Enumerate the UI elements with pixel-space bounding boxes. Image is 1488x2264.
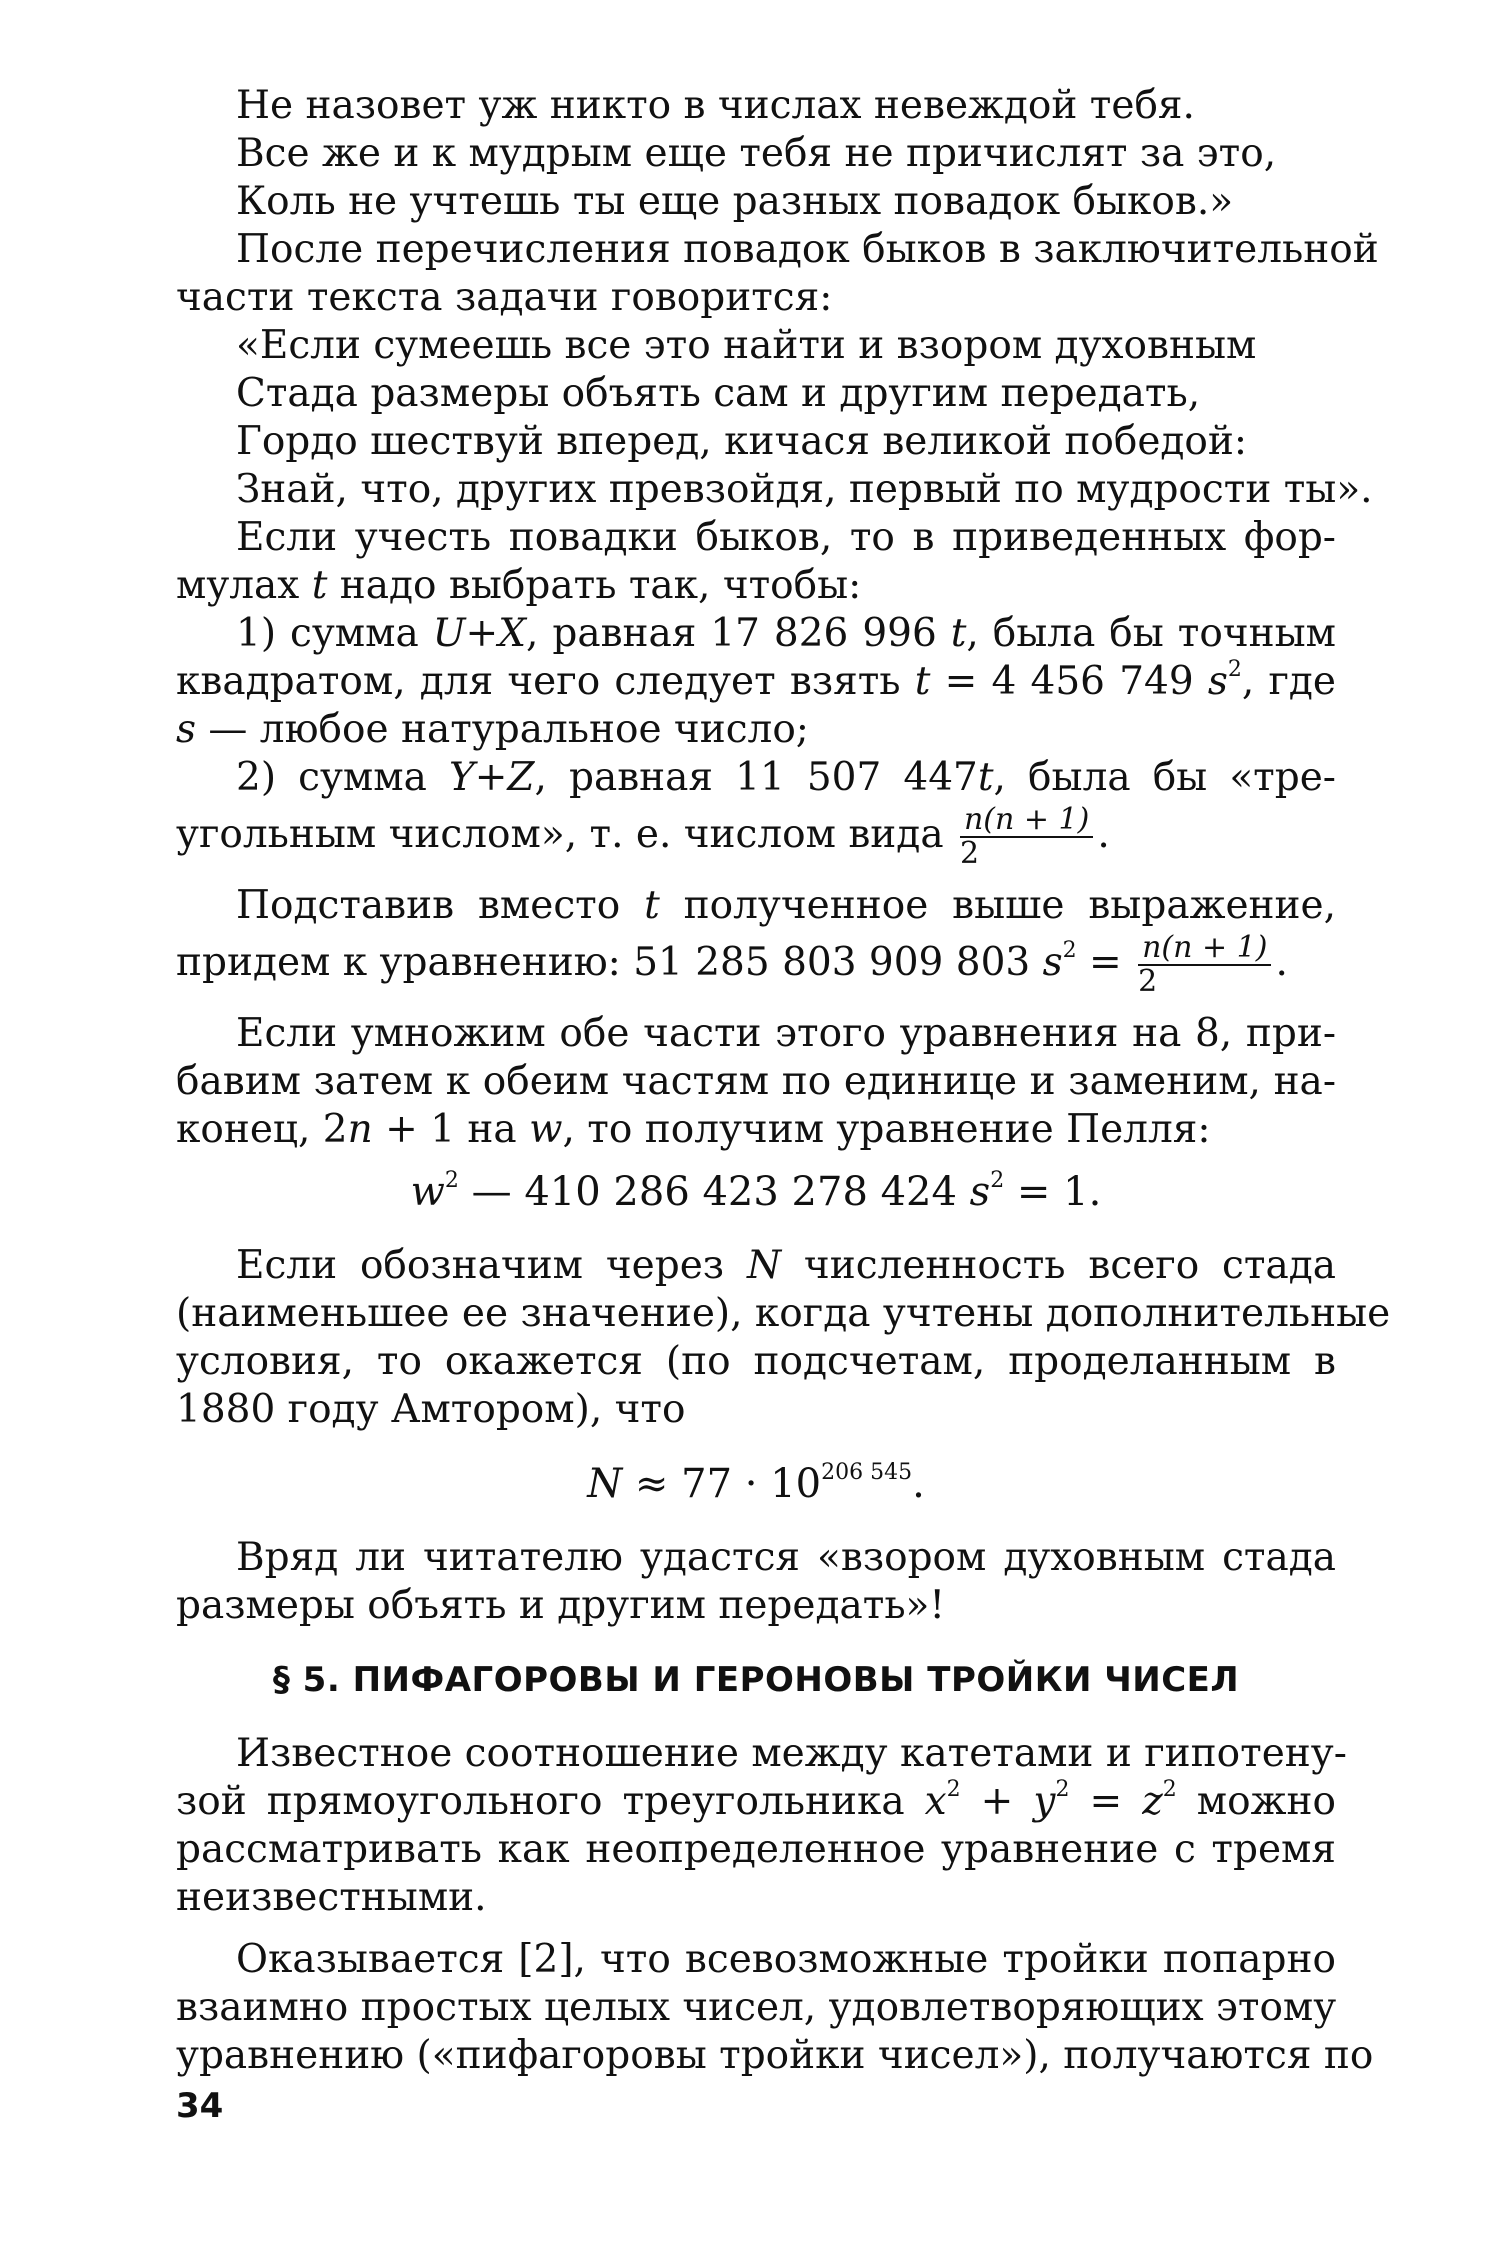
text-span: бавим затем к обеим частям по единице и заменим, на-: [176, 1059, 1336, 1104]
text-span: Известное соотношение между катетами и гипотену-: [236, 1731, 1347, 1776]
math-op: +: [960, 1779, 1034, 1824]
math-var: Y: [448, 755, 475, 800]
math-var: x: [924, 1779, 947, 1824]
fraction: [960, 804, 1093, 870]
paragraph-line: [176, 1984, 1336, 2032]
verse-line-5: [176, 370, 1336, 418]
text-span: = 1.: [1004, 1169, 1102, 1215]
math-var: w: [410, 1169, 445, 1215]
paragraph-line: [176, 562, 1336, 610]
text-span: условия, то окажется (по подсчетам, проделанным в: [176, 1339, 1336, 1384]
text-span: зой прямоугольного треугольника: [176, 1779, 925, 1824]
text-span: 1) сумма: [236, 611, 433, 656]
condition-2-line: [176, 754, 1336, 802]
exponent: 2: [1062, 938, 1077, 963]
condition-1-line: [176, 610, 1336, 658]
text-span: Если обозначим через: [236, 1243, 747, 1288]
exponent: 2: [1055, 1777, 1070, 1802]
verse-line-1: [176, 82, 1336, 130]
text-span: , где: [1241, 659, 1336, 704]
paragraph-line: [176, 1338, 1336, 1386]
math-var: N: [587, 1461, 623, 1507]
text-span: , была бы точным: [966, 611, 1336, 656]
text-span: угольным числом», т. е. числом вида: [176, 812, 956, 857]
text-span: мулах: [176, 563, 312, 608]
fraction-numerator: n(n + 1): [1138, 932, 1271, 966]
text-span: Подставив вместо: [236, 883, 645, 928]
paragraph-line: [176, 1534, 1336, 1582]
paragraph-line: [176, 930, 1336, 999]
text-span: части текста задачи говорится:: [176, 275, 833, 320]
math-var: s: [969, 1169, 991, 1215]
page-number: 34: [176, 2086, 224, 2126]
paragraph-line: [176, 1874, 1336, 1922]
math-var: t: [644, 883, 660, 928]
math-var: t: [950, 611, 967, 656]
text-span: После перечисления повадок быков в заключительной: [236, 227, 1379, 272]
math-var: t: [914, 659, 931, 704]
text-span: Коль не учтешь ты еще разных повадок быков.»: [236, 179, 1234, 224]
text-span: численность всего стада: [781, 1243, 1336, 1288]
paragraph-line: [176, 1242, 1336, 1290]
herd-size-equation: [176, 1460, 1336, 1508]
text-span: — любое натуральное число;: [196, 707, 809, 752]
text-span: , равная 11 507 447: [534, 755, 978, 800]
text-span: .: [1275, 940, 1288, 985]
text-span: квадратом, для чего следует взять: [176, 659, 915, 704]
paragraph-line: [176, 1058, 1336, 1106]
math-op: +: [474, 755, 508, 800]
exponent: 2: [990, 1168, 1005, 1193]
paragraph-line: [176, 226, 1379, 274]
math-var: y: [1033, 1779, 1056, 1824]
paragraph-line: [176, 1010, 1336, 1058]
math-var: z: [1142, 1779, 1163, 1824]
math-var: t: [977, 755, 994, 800]
text-span: =: [1076, 940, 1135, 985]
text-span: конец, 2: [176, 1107, 348, 1152]
math-var: Z: [507, 755, 535, 800]
exponent: 2: [946, 1777, 961, 1802]
paragraph-line: [176, 658, 1336, 706]
paragraph-line: [176, 1730, 1347, 1778]
fraction-numerator: n(n + 1): [960, 804, 1093, 838]
text-span: Если умножим обе части этого уравнения на 8, при-: [236, 1011, 1336, 1056]
paragraph-line: [176, 802, 1336, 871]
math-var: U: [432, 611, 466, 656]
math-var: t: [311, 563, 328, 608]
math-op: +: [465, 611, 499, 656]
verse-line-2: [176, 130, 1336, 178]
text-span: Если учесть повадки быков, то в приведенных фор-: [236, 515, 1336, 560]
text-span: — 410 286 423 278 424: [458, 1169, 970, 1215]
verse-line-3: [176, 178, 1336, 226]
text-span: Оказывается [2], что всевозможные тройки попарно: [236, 1937, 1336, 1982]
text-span: 2) сумма: [236, 755, 449, 800]
text-span: взаимно простых целых чисел, удовлетворяющих этому: [176, 1985, 1337, 2030]
math-var: X: [498, 611, 526, 656]
text-span: , равная 17 826 996: [526, 611, 951, 656]
text-span: размеры объять и другим передать»!: [176, 1583, 946, 1628]
text-span: Гордо шествуй вперед, кичася великой победой:: [236, 419, 1248, 464]
math-var: s: [1207, 659, 1228, 704]
math-var: n: [347, 1107, 373, 1152]
paragraph-line: [176, 1778, 1336, 1826]
verse-line-7: [176, 466, 1373, 514]
paragraph-line: [176, 1106, 1336, 1154]
pell-equation: [176, 1168, 1336, 1216]
text-span: , то получим уравнение Пелля:: [562, 1107, 1211, 1152]
text-span: .: [912, 1461, 925, 1507]
verse-line-4: [176, 322, 1336, 370]
paragraph-line: [176, 1386, 1336, 1434]
paragraph-line: [176, 1936, 1336, 1984]
verse-line-6: [176, 418, 1336, 466]
text-span: + 1 на: [372, 1107, 530, 1152]
text-span: 1880 году Амтором), что: [176, 1387, 686, 1432]
text-span: = 4 456 749: [930, 659, 1208, 704]
text-span: ≈ 77 · 10: [622, 1461, 822, 1507]
paragraph-line: [176, 1290, 1391, 1338]
text-span: Все же и к мудрым еще тебя не причислят за это,: [236, 131, 1277, 176]
paragraph-line: [176, 706, 1336, 754]
paragraph-line: [176, 882, 1336, 930]
text-span: «Если сумеешь все это найти и взором духовным: [236, 323, 1257, 368]
fraction-denominator: 2: [959, 836, 980, 871]
section-heading: § 5. ПИФАГОРОВЫ И ГЕРОНОВЫ ТРОЙКИ ЧИСЕЛ: [272, 1660, 1240, 1700]
exponent: 2: [1227, 657, 1242, 682]
text-span: Не назовет уж никто в числах невеждой тебя.: [236, 83, 1195, 128]
text-span: надо выбрать так, чтобы:: [327, 563, 862, 608]
math-var: s: [176, 707, 197, 752]
exponent: 206 545: [821, 1460, 913, 1485]
math-var: N: [746, 1243, 782, 1288]
paragraph-line: [176, 1826, 1336, 1874]
text-span: .: [1097, 812, 1110, 857]
text-span: уравнению («пифагоровы тройки чисел»), получаются по: [176, 2033, 1374, 2078]
text-span: придем к уравнению: 51 285 803 909 803: [176, 940, 1043, 985]
exponent: 2: [444, 1168, 459, 1193]
math-var: w: [529, 1107, 563, 1152]
math-var: s: [1042, 940, 1063, 985]
text-span: можно: [1176, 1779, 1336, 1824]
page-text: [176, 82, 1391, 2080]
paragraph-line: [176, 1582, 1336, 1630]
paragraph-line: [176, 274, 1336, 322]
text-span: Знай, что, других превзойдя, первый по мудрости ты».: [236, 467, 1373, 512]
exponent: 2: [1162, 1777, 1177, 1802]
text-span: полученное выше выражение,: [659, 883, 1336, 928]
text-span: Вряд ли читателю удастся «взором духовным стада: [236, 1535, 1336, 1580]
paragraph-line: [176, 2032, 1374, 2080]
fraction: [1138, 932, 1271, 998]
text-span: , была бы «тре-: [993, 755, 1336, 800]
fraction-denominator: 2: [1138, 964, 1158, 999]
text-span: рассматривать как неопределенное уравнение с тремя: [176, 1827, 1336, 1872]
paragraph-line: [176, 514, 1336, 562]
text-span: (наименьшее ее значение), когда учтены дополнительные: [176, 1291, 1391, 1336]
math-op: =: [1069, 1779, 1143, 1824]
text-span: неизвестными.: [176, 1875, 487, 1920]
text-span: Стада размеры объять сам и другим передать,: [236, 371, 1201, 416]
